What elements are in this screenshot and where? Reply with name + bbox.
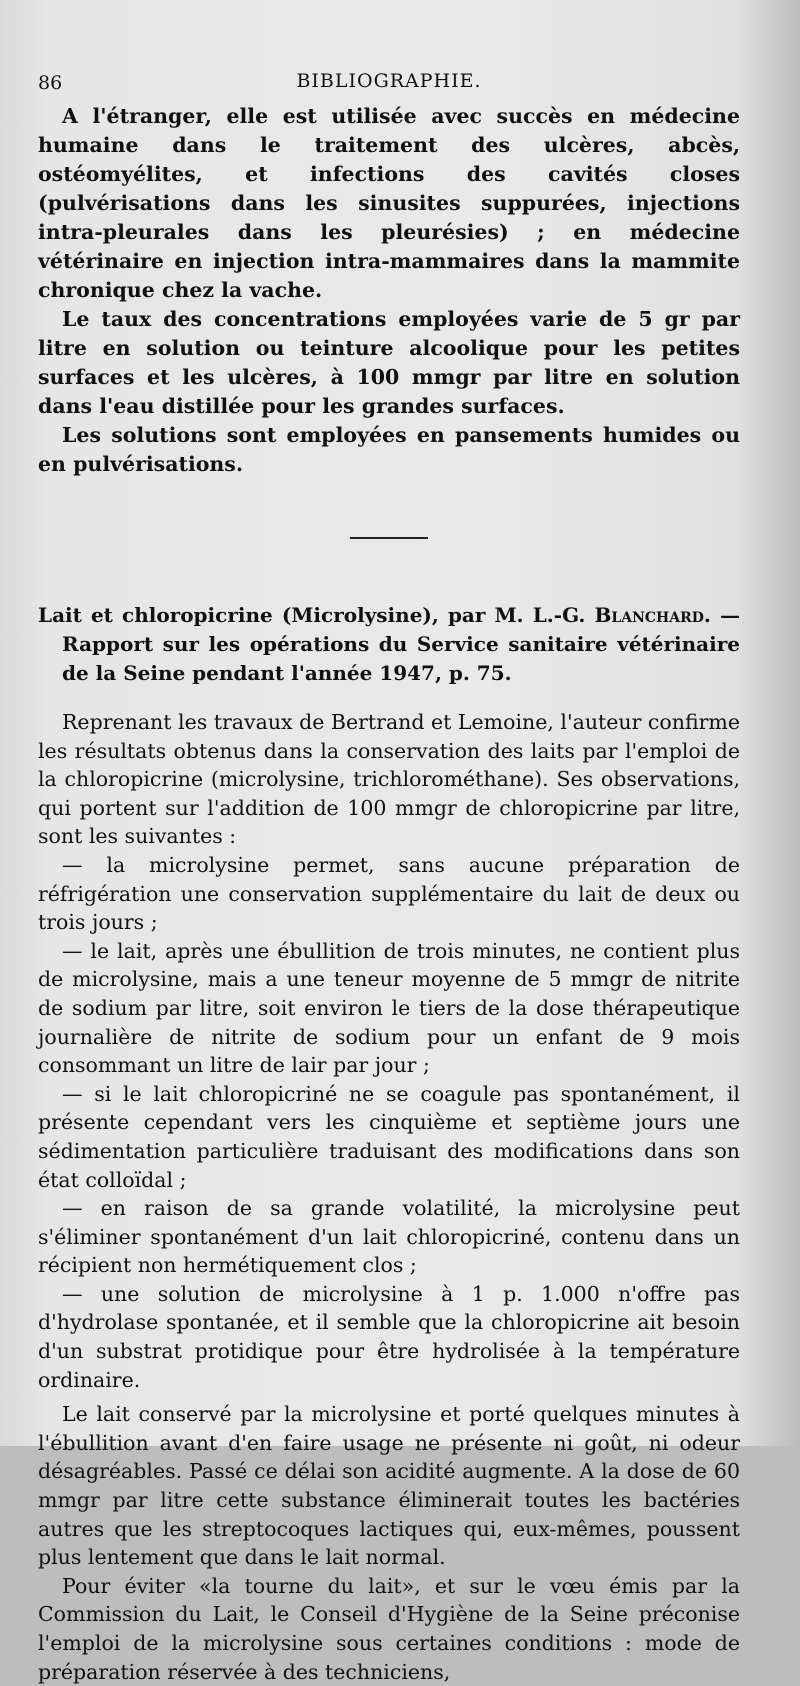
list-item: — une solution de microlysine à 1 p. 1.000 n'offre pas d'hydrolase spontanée, et il semble que la chloropicrine ait besoin d'un substrat protidique pour être hydrolisée à la température ordinaire. bbox=[38, 1281, 740, 1392]
paragraph: Pour éviter «la tourne du lait», et sur le vœu émis par la Commission du Lait, le Conseil d'Hygiène de la Seine préconise l'emploi de la microlysine sous certaines conditions : mode de préparation réservée à des techniciens, bbox=[38, 1573, 740, 1684]
bibliography-entry-title bbox=[38, 601, 740, 688]
page-header bbox=[38, 62, 740, 102]
list-item: — la microlysine permet, sans aucune préparation de réfrigération une conservation supplémentaire du lait de deux ou trois jours ; bbox=[38, 852, 740, 935]
author-name: Blanchard bbox=[594, 603, 704, 627]
paragraph: Les solutions sont employées en pansements humides ou en pulvérisations. bbox=[38, 423, 740, 476]
section-divider bbox=[350, 537, 428, 539]
page-number: 86 bbox=[38, 72, 63, 94]
intro-section bbox=[38, 102, 740, 479]
running-title: BIBLIOGRAPHIE. bbox=[296, 70, 482, 92]
paragraph: Reprenant les travaux de Bertrand et Lemoine, l'auteur confirme les résultats obtenus dans la conservation des laits par l'emploi de la chloropicrine (microlysine, trichlorométhane). Ses observations, qui portent sur l'addition de 100 mmgr de chloropicrine par litre, sont les suivantes : bbox=[38, 710, 740, 849]
list-item: — le lait, après une ébullition de trois minutes, ne contient plus de microlysine, mais a une teneur moyenne de 5 mmgr de nitrite de sodium par litre, soit environ le tiers de la dose thérapeutique journalière de nitrite de sodium pour un enfant de 9 mois consommant un litre de lair par jour ; bbox=[38, 938, 740, 1078]
review-body bbox=[38, 708, 740, 1686]
list-item: — en raison de sa grande volatilité, la microlysine peut s'éliminer spontanément d'un lait chloropicriné, contenu dans un récipient non hermétiquement clos ; bbox=[38, 1196, 740, 1278]
entry-title-text: Lait et chloropicrine (Microlysine), par M. L.-G. bbox=[38, 603, 595, 627]
paragraph: Le taux des concentrations employées varie de 5 gr par litre en solution ou teinture alcoolique pour les petites surfaces et les ulcères, à 100 mmgr par litre en solution dans l'eau distillée pour les grandes surfaces. bbox=[38, 307, 740, 418]
list-item: — si le lait chloropicriné ne se coagule pas spontanément, il présente cependant vers les cinquième et septième jours une sédimentation particulière traduisant des modifications dans son état colloïdal ; bbox=[38, 1081, 740, 1192]
paragraph: Le lait conservé par la microlysine et porté quelques minutes à l'ébullition avant d'en faire usage ne présente ni goût, ni odeur désagréables. Passé ce délai son acidité augmente. A la dose de 60 mmgr par litre cette substance éliminerait toutes les bactéries autres que les streptocoques lactiques qui, eux-mêmes, poussent plus lentement que dans le lait normal. bbox=[38, 1402, 740, 1570]
paragraph: A l'étranger, elle est utilisée avec succès en médecine humaine dans le traitement des ulcères, abcès, ostéomyélites, et infections des cavités closes (pulvérisations dans les sinusites suppurées, injections intra-pleurales dans les pleurésies) ; en médecine vétérinaire en injection intra-mammaires dans la mammite chronique chez la vache. bbox=[38, 104, 740, 302]
entry-source-text: . — Rapport sur les opérations du Service sanitaire vétérinaire de la Seine pendant l'année 1947, p. 75. bbox=[62, 603, 740, 685]
